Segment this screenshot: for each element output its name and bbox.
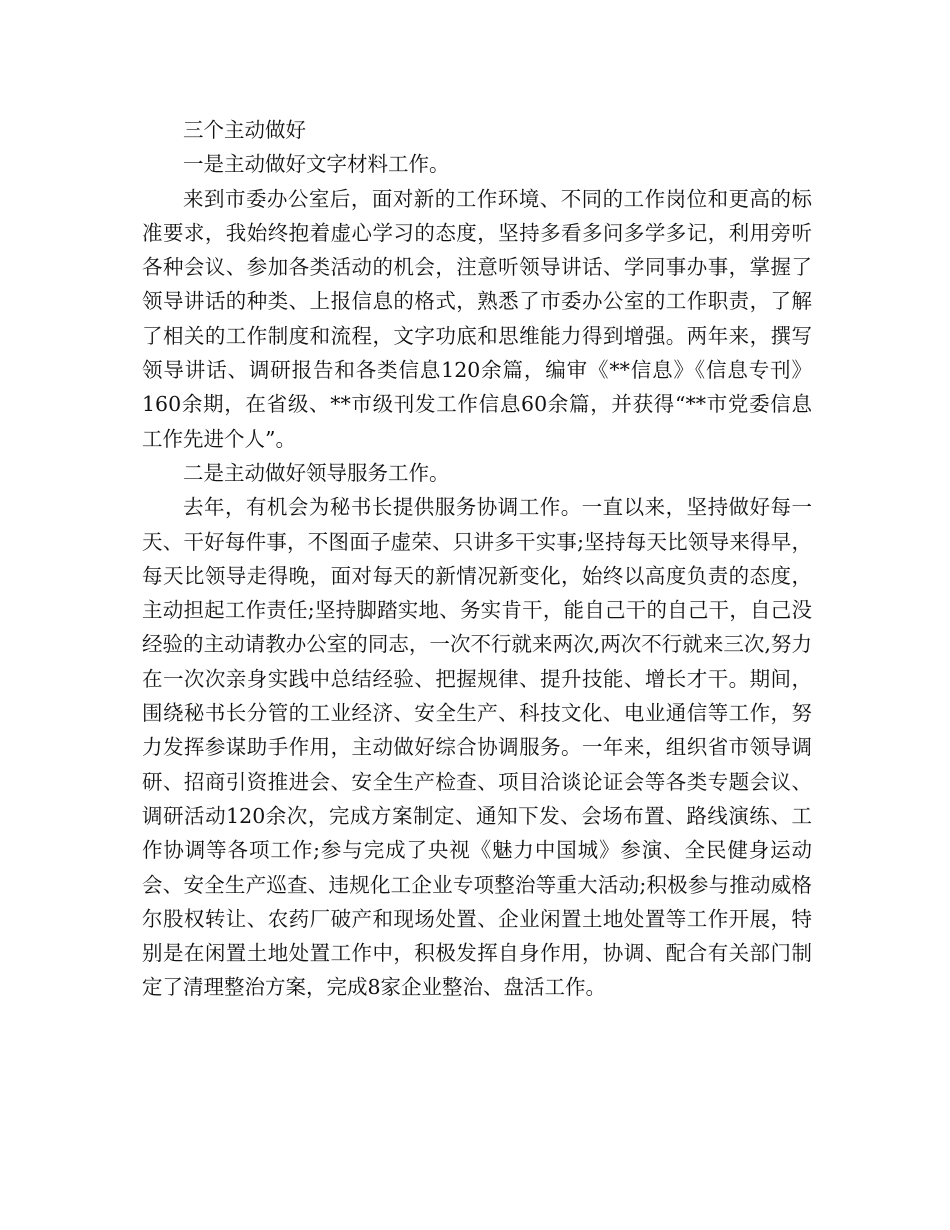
document-body <box>142 113 812 1005</box>
section-1-heading: 一是主动做好文字材料工作。 <box>183 152 450 177</box>
document-title: 三个主动做好 <box>183 118 306 142</box>
section-2-heading: 二是主动做好领导服务工作。 <box>183 460 450 485</box>
section-1-body: 来到市委办公室后，面对新的工作环境、不同的工作岗位和更高的标准要求，我始终抱着虚心学习的态度，坚持多看多问多学多记，利用旁听各种会议、参加各类活动的机会，注意听领导讲话、学同事办事，掌握了领导讲话的种类、上报信息的格式，熟悉了市委办公室的工作职责，了解了相关的工作制度和流程，文字功底和思维能力得到增强。两年来，撰写领导讲话、调研报告和各类信息120余篇，编审《**信息》《信息专刊》160余期，在省级、**市级刊发工作信息60余篇，并获得“**市党委信息工作先进个人”。 <box>142 186 812 451</box>
section-2-body: 去年，有机会为秘书长提供服务协调工作。一直以来，坚持做好每一天、干好每件事，不图面子虚荣、只讲多干实事;坚持每天比领导来得早，每天比领导走得晚，面对每天的新情况新变化，始终以高度负责的态度，主动担起工作责任;坚持脚踏实地、务实肯干，能自己干的自己干，自己没经验的主动请教办公室的同志，一次不行就来两次,两次不行就来三次,努力在一次次亲身实践中总结经验、把握规律、提升技能、增长才干。期间，围绕秘书长分管的工业经济、安全生产、科技文化、电业通信等工作，努力发挥参谋助手作用，主动做好综合协调服务。一年来，组织省市领导调研、招商引资推进会、安全生产检查、项目洽谈论证会等各类专题会议、调研活动120余次，完成方案制定、通知下发、会场布置、路线演练、工作协调等各项工作;参与完成了央视《魅力中国城》参演、全民健身运动会、安全生产巡查、违规化工企业专项整治等重大活动;积极参与推动威格尔股权转让、农药厂破产和现场处置、企业闲置土地处置等工作开展，特别是在闲置土地处置工作中，积极发挥自身作用，协调、配合有关部门制定了清理整治方案，完成8家企业整治、盘活工作。 <box>142 495 812 1000</box>
